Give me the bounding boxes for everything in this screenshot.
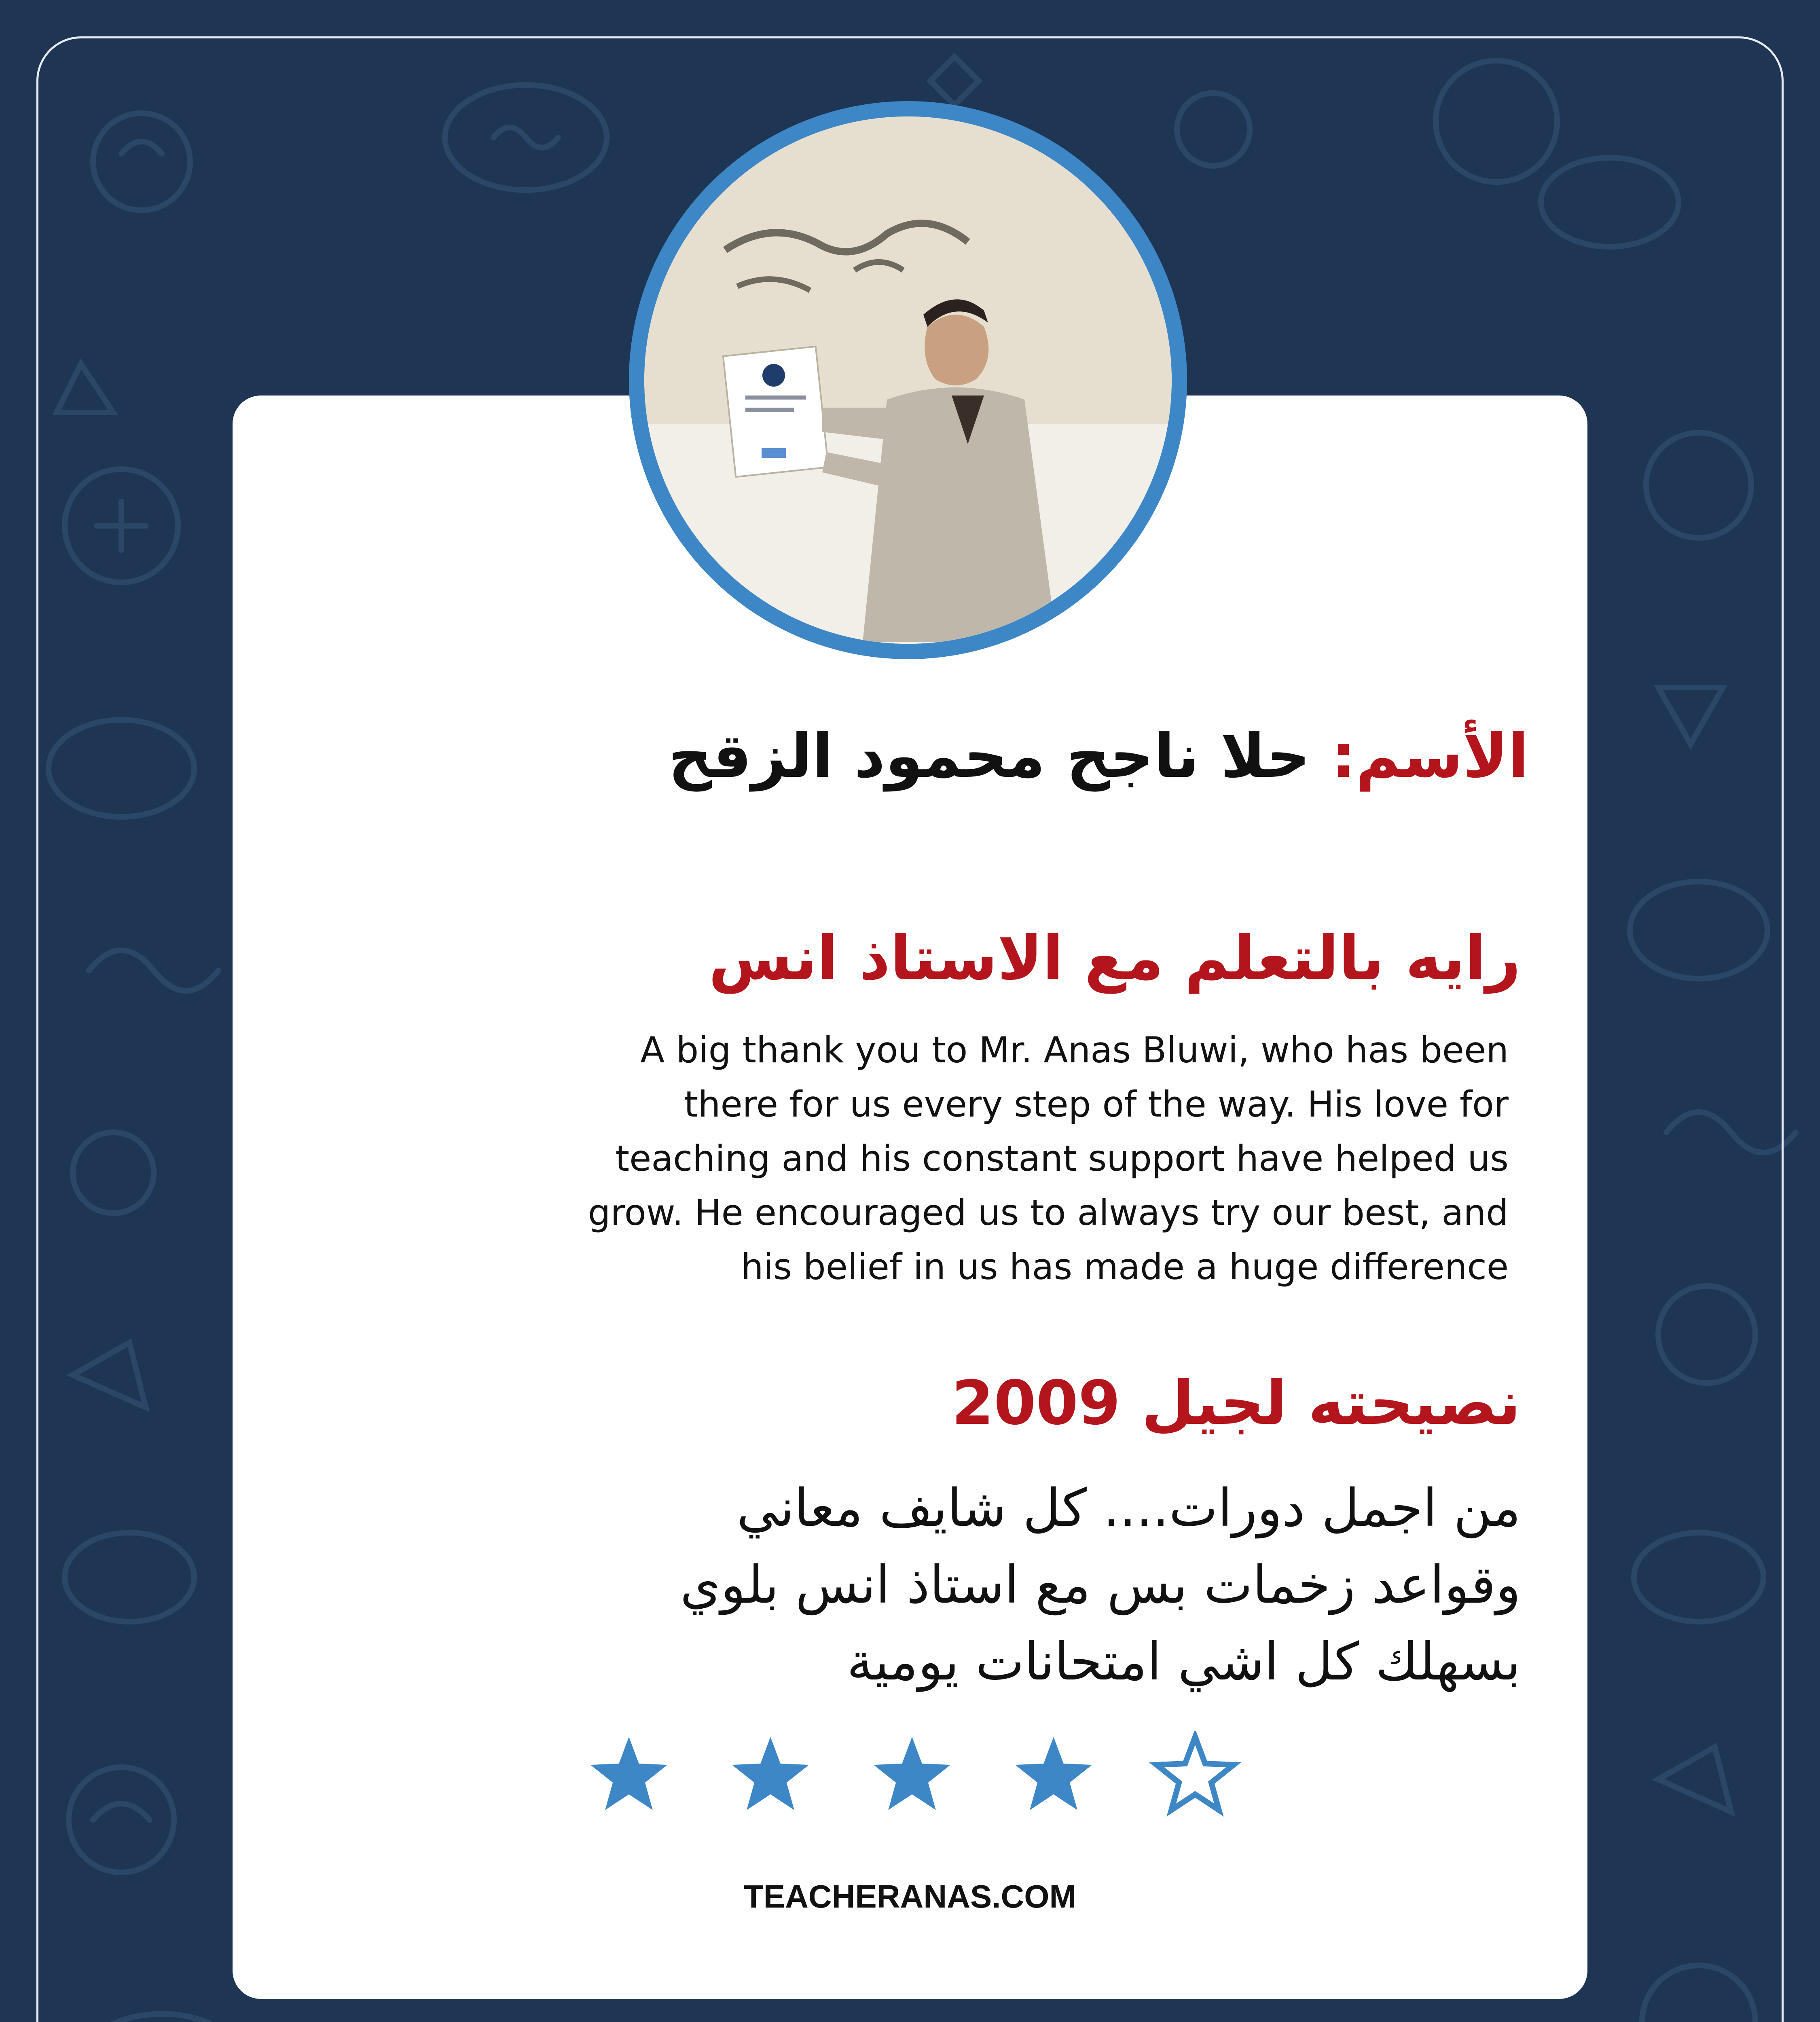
- name-label: الأسم:: [1331, 721, 1529, 791]
- star-empty-icon: [1157, 1737, 1234, 1810]
- opinion-line: A big thank you to Mr. Anas Bluwi, who has been: [640, 1029, 1509, 1071]
- website-url[interactable]: TEACHERANAS.COM: [743, 1878, 1077, 1914]
- star-filled-icon: [1015, 1737, 1092, 1810]
- star-filled-icon: [590, 1737, 667, 1810]
- star-rating: [582, 1731, 1254, 1824]
- student-name-line: [315, 716, 1529, 797]
- opinion-line: there for us every step of the way. His love for: [684, 1083, 1509, 1125]
- advice-heading: نصيحته لجيل 2009: [951, 1368, 1521, 1438]
- avatar: [629, 101, 1187, 659]
- opinion-heading: رايه بالتعلم مع الاستاذ انس: [709, 923, 1521, 994]
- opinion-line: grow. He encouraged us to always try our best, and: [588, 1192, 1509, 1233]
- opinion-text: [372, 1023, 1509, 1294]
- person-holding-certificate-icon: [644, 116, 1172, 644]
- profile-photo: [644, 116, 1172, 644]
- advice-line: بسهلك كل اشي امتحانات يومية: [847, 1632, 1521, 1692]
- star-filled-icon: [732, 1737, 809, 1810]
- advice-text: [307, 1470, 1521, 1701]
- opinion-line: teaching and his constant support have helped us: [615, 1138, 1509, 1179]
- opinion-line: his belief in us has made a huge difference: [741, 1246, 1509, 1288]
- advice-line: من اجمل دورات.... كل شايف معاني: [736, 1478, 1521, 1538]
- advice-line: وقواعد زخمات بس مع استاذ انس بلوي: [680, 1555, 1521, 1615]
- student-name: حلا ناجح محمود الزقح: [668, 721, 1310, 791]
- star-filled-icon: [874, 1737, 950, 1810]
